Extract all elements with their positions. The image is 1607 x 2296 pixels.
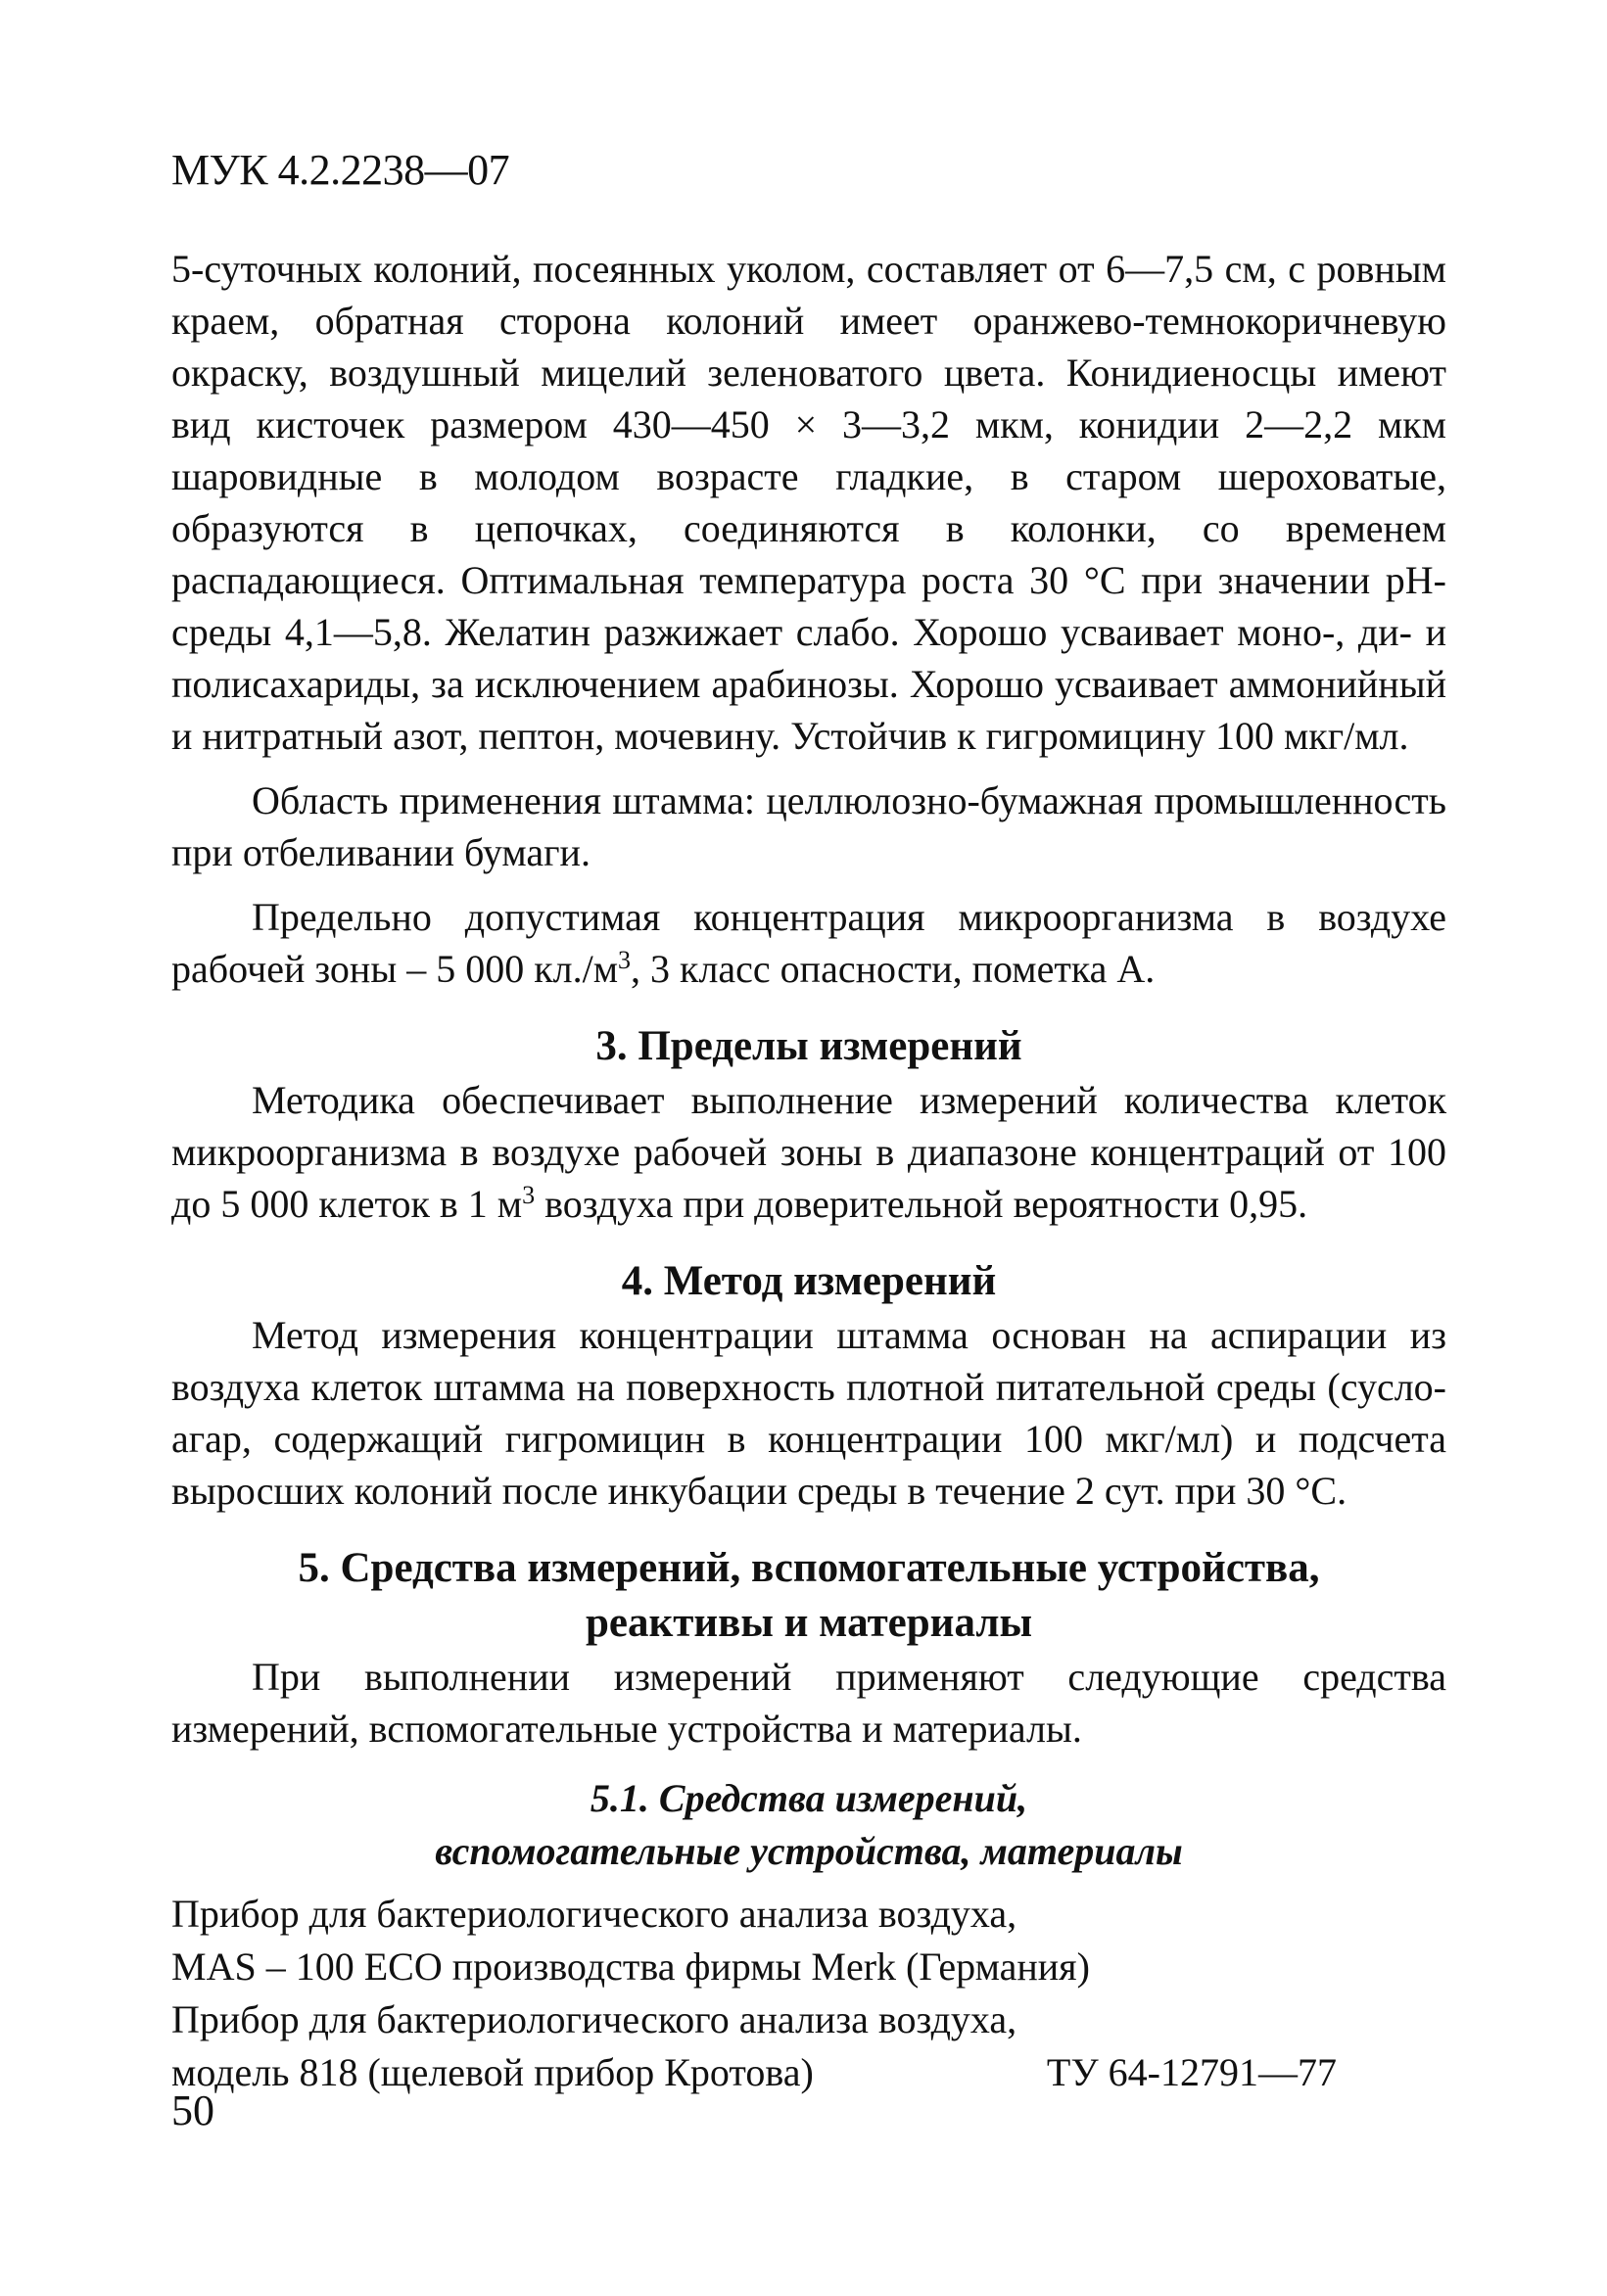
section-5-title-line-2: реактивы и материалы bbox=[585, 1600, 1033, 1646]
mac-paragraph bbox=[171, 891, 1446, 995]
equipment-item bbox=[171, 1888, 1446, 1993]
equipment-item-standard: ТУ 64-12791—77 bbox=[1046, 2050, 1337, 2094]
section-4-paragraph: Метод измерения концентрации штамма основан на аспирации из воздуха клеток штамма на поверхность плотной питательной среды (сусло-агар, содержащий гигромицин в концентрации 100 мкг/мл) и подсчета выросших колоний после инкубации среды в течение 2 сут. при 30 °С. bbox=[171, 1313, 1446, 1513]
subsection-5-1-title-line-1: 5.1. Средства измерений, bbox=[590, 1776, 1028, 1820]
equipment-item-row bbox=[171, 2046, 1337, 2099]
equipment-list bbox=[171, 1888, 1446, 2099]
page-number: 50 bbox=[171, 2086, 214, 2134]
section-3-text-end: воздуха при доверительной вероятности 0,95. bbox=[535, 1182, 1308, 1226]
mac-text-end: , 3 класс опасности, пометка А. bbox=[631, 947, 1156, 991]
subsection-5-1-title bbox=[171, 1772, 1446, 1878]
strain-description-paragraph: 5-суточных колоний, посеянных уколом, составляет от 6—7,5 см, с ровным краем, обратная сторона колоний имеет оранжево-темнокоричневую окраску, воздушный мицелий зеленоватого цвета. Конидиеносцы имеют вид кисточек размером 430—450 × 3—3,2 мкм, конидии 2—2,2 мкм шаровидные в молодом возрасте гладкие, в старом шероховатые, образуются в цепочках, соединяются в колонки, со временем распадающиеся. Оптимальная температура роста 30 °С при значении рН-среды 4,1—5,8. Желатин разжижает слабо. Хорошо усваивает моно-, ди- и полисахариды, за исключением арабинозы. Хорошо усваивает аммонийный и нитратный азот, пептон, мочевину. Устойчив к гигромицину 100 мкг/мл. bbox=[171, 247, 1446, 758]
equipment-item-name: Прибор для бактериологического анализа воздуха, bbox=[171, 1997, 1017, 2041]
section-3-text: Методика обеспечивает выполнение измерений количества клеток микроорганизма в воздухе рабочей зоны в диапазоне концентраций от 100 до 5 000 клеток в 1 м bbox=[171, 1078, 1446, 1226]
section-4-title: 4. Метод измерений bbox=[621, 1258, 997, 1304]
equipment-item-name: Прибор для бактериологического анализа воздуха, bbox=[171, 1892, 1017, 1936]
section-5-title bbox=[171, 1541, 1446, 1651]
equipment-item-detail: MAS – 100 ECO производства фирмы Merk (Германия) bbox=[171, 1945, 1090, 1989]
equipment-item bbox=[171, 1993, 1446, 2099]
section-3-superscript: 3 bbox=[522, 1181, 536, 1209]
equipment-item-detail: модель 818 (щелевой прибор Кротова) bbox=[171, 2050, 814, 2094]
page-body bbox=[171, 243, 1446, 2099]
document-code-header: МУК 4.2.2238—07 bbox=[171, 146, 510, 194]
application-area-paragraph: Область применения штамма: целлюлозно-бумажная промышленность при отбеливании бумаги. bbox=[171, 778, 1446, 874]
section-5-title-line-1: 5. Средства измерений, вспомогательные устройства, bbox=[298, 1545, 1320, 1591]
mac-text: Предельно допустимая концентрация микроорганизма в воздухе рабочей зоны – 5 000 кл./м bbox=[171, 895, 1446, 991]
section-3-title: 3. Пределы измерений bbox=[595, 1023, 1022, 1069]
mac-superscript: 3 bbox=[618, 946, 632, 974]
section-3-paragraph bbox=[171, 1074, 1446, 1230]
subsection-5-1-title-line-2: вспомогательные устройства, материалы bbox=[435, 1829, 1183, 1873]
section-5-paragraph: При выполнении измерений применяют следующие средства измерений, вспомогательные устройства и материалы. bbox=[171, 1655, 1446, 1751]
